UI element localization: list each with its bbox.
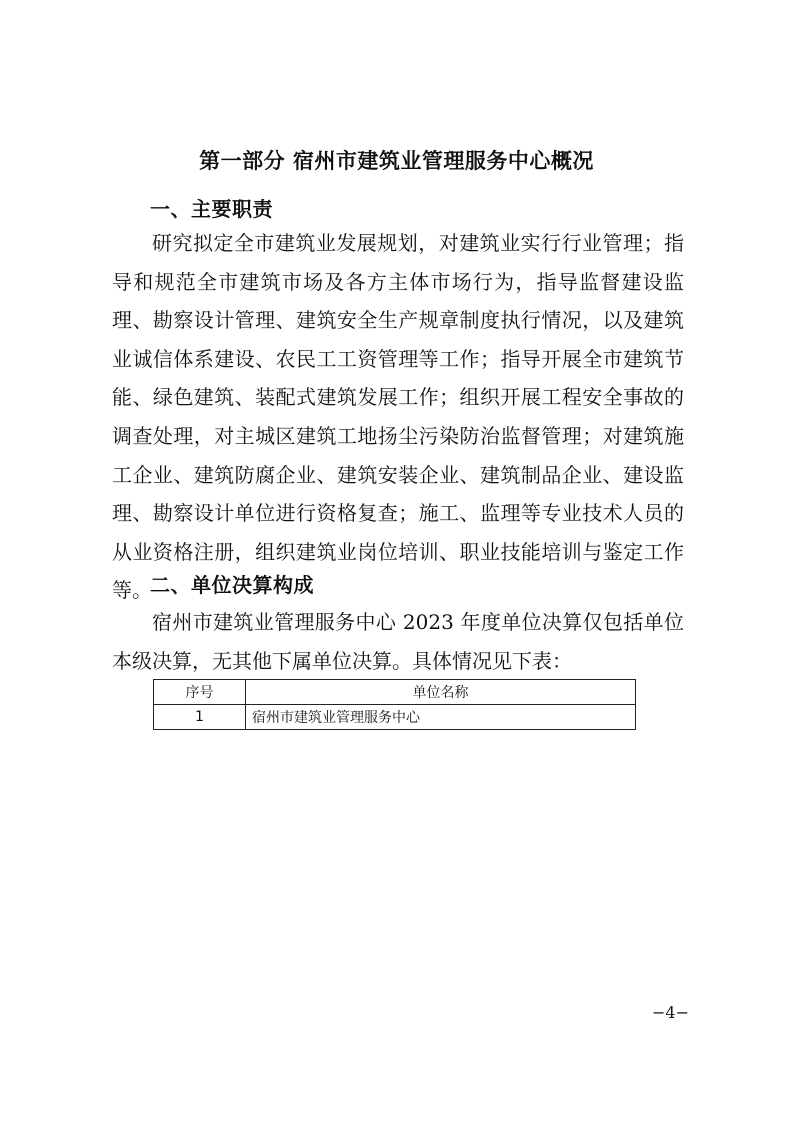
section-paragraph-budget-composition: 宿州市建筑业管理服务中心 2023 年度单位决算仅包括单位本级决算，无其他下属单位决算。具体情况见下表： bbox=[112, 610, 684, 673]
table-cell: 宿州市建筑业管理服务中心 bbox=[246, 705, 636, 730]
section-paragraph-main-duties: 研究拟定全市建筑业发展规划，对建筑业实行行业管理；指导和规范全市建筑市场及各方主体市场行为，指导监督建设监理、勘察设计管理、建筑安全生产规章制度执行情况，以及建筑业诚信体系建设、农民工工资管理等工作；指导开展全市建筑节能、绿色建筑、装配式建筑发展工作；组织开展工程安全事故的调查处理，对主城区建筑工地扬尘污染防治监督管理；对建筑施工企业、建筑防腐企业、建筑安装企业、建筑制品企业、建设监理、勘察设计单位进行资格复查；施工、监理等专业技术人员的从业资格注册，组织建筑业岗位培训、职业技能培训与鉴定工作等。 bbox=[112, 231, 684, 603]
table-header-cell: 单位名称 bbox=[246, 680, 636, 705]
table-cell: 1 bbox=[154, 705, 246, 730]
table-header-cell: 序号 bbox=[154, 680, 246, 705]
section-heading-budget-composition: 二、单位决算构成 bbox=[150, 573, 314, 597]
page-number: −4− bbox=[652, 1003, 689, 1022]
table-header-row bbox=[154, 680, 636, 705]
unit-table bbox=[153, 679, 636, 730]
page-title: 第一部分 宿州市建筑业管理服务中心概况 bbox=[199, 149, 594, 173]
section-heading-main-duties: 一、主要职责 bbox=[150, 197, 273, 221]
table-row bbox=[154, 705, 636, 730]
